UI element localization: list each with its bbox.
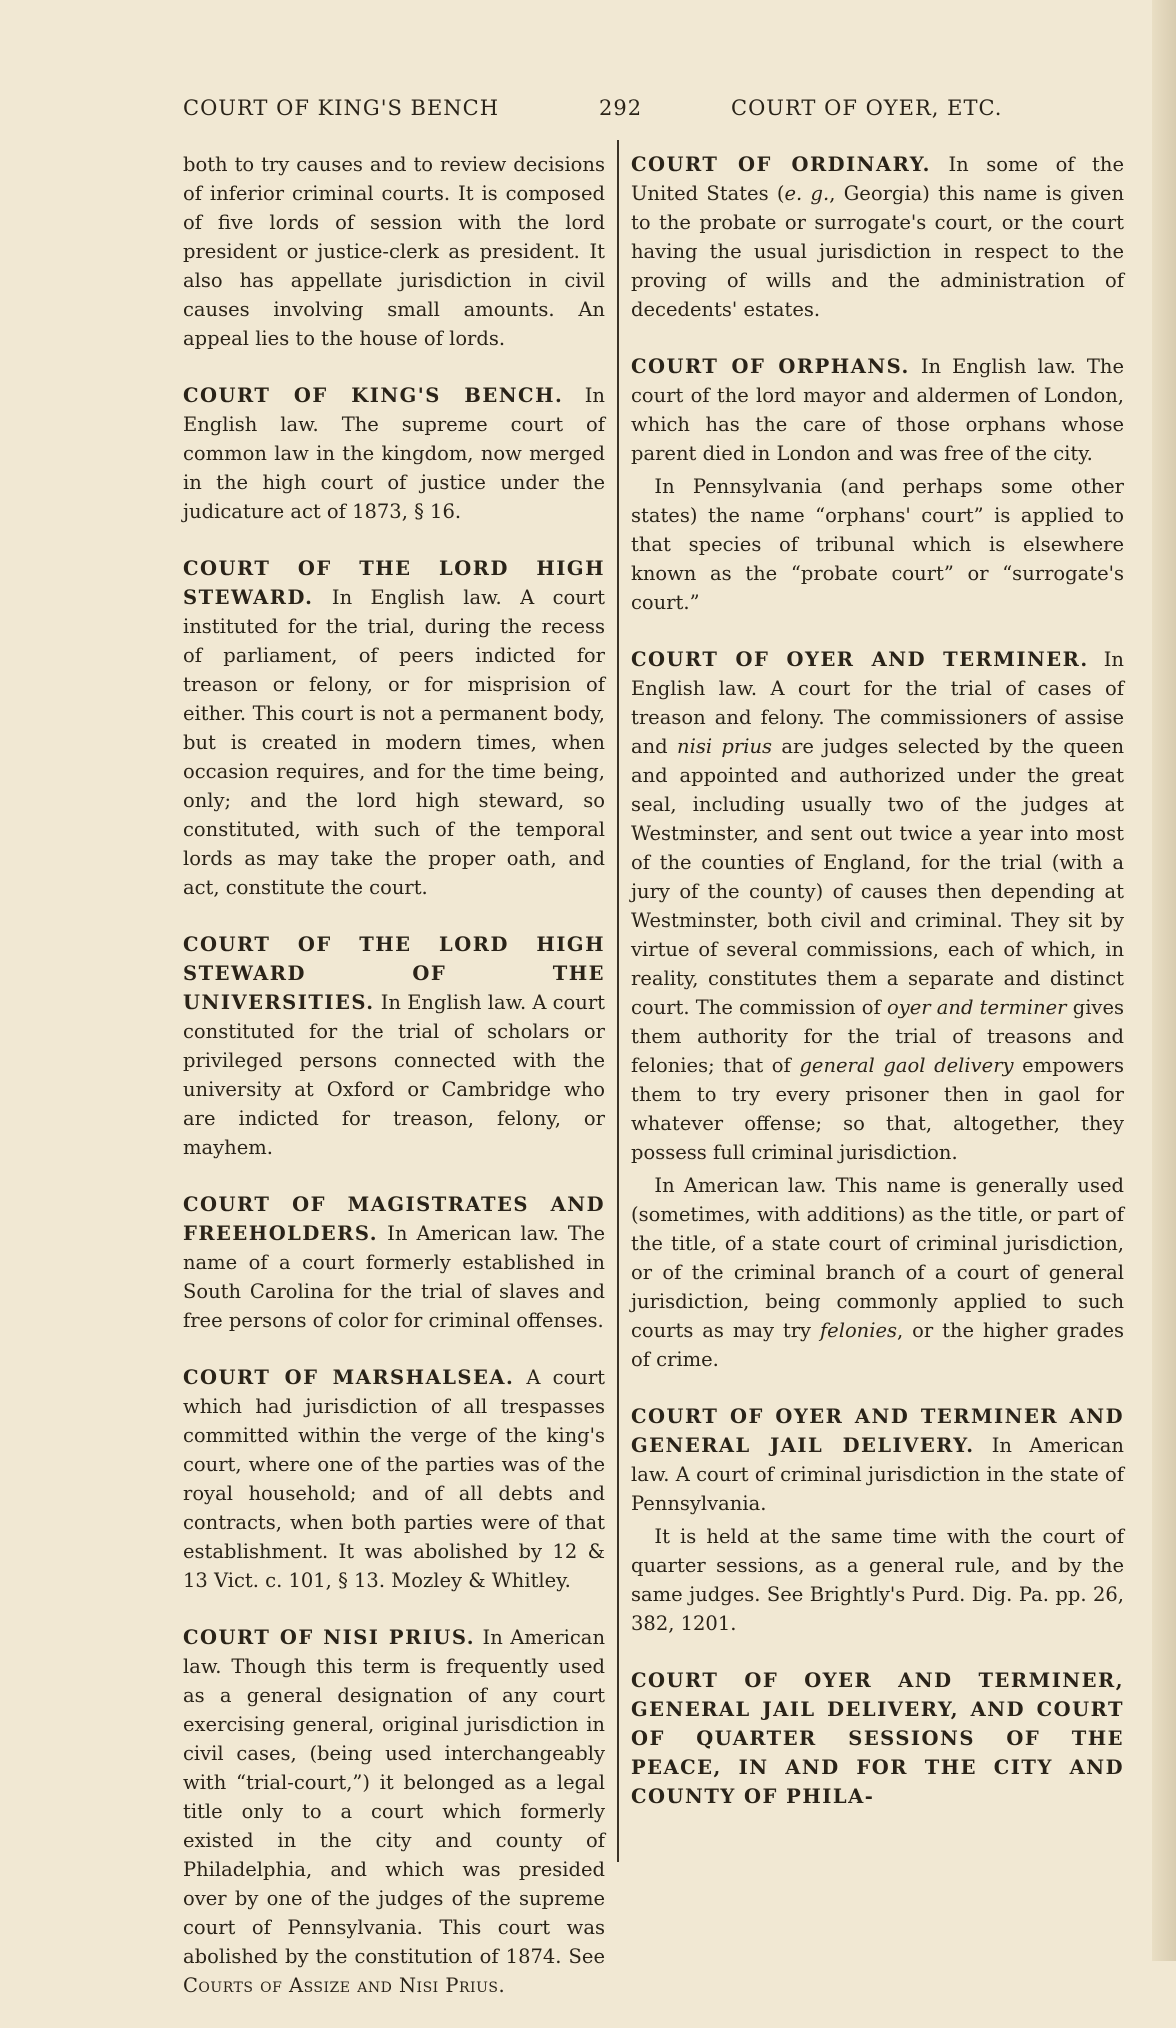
headword: COURT OF NISI PRIUS. [183, 1626, 476, 1649]
entry-paragraph: It is held at the same time with the court of quarter sessions, as a general rule, and by the same judges. See Brightly's Purd. Dig. Pa. pp. 26, 382, 1201. [631, 1525, 1124, 1635]
running-head [0, 96, 1176, 126]
left-column [183, 150, 605, 2028]
entry-body: In American law. This name is generally used (sometimes, with additions) as the title, or part of the title, of a state court of criminal jurisdiction, or of the criminal branch of a court of general jurisdiction, being commonly applied to such courts as may try [631, 1174, 1124, 1342]
entry-oyer-terminer [631, 645, 1124, 1374]
italic-term: felonies [819, 1319, 898, 1342]
entry-body: In English law. A court instituted for the trial, during the recess of parliament, of peers indicted for treason or felony, or for misprision of either. This court is not a permanent body, but is created in modern times, when occasion requires, and for the time being, only; and the lord high steward, so constituted, with such of the temporal lords as may take the proper oath, and act, constitute the court. [183, 586, 605, 899]
entry-body: In English law. The supreme court of common law in the kingdom, now merged in the high court of justice under the judicature act of 1873, § 16. [183, 384, 605, 523]
entry-body: , Georgia) this name is given to the probate or surrogate's court, or the court having the usual jurisdiction in respect to the proving of wills and the administration of decedents' estates. [631, 182, 1124, 321]
headword: COURT OF OYER AND TERMINER AND GENERAL JAIL DELIVERY. [631, 1405, 1124, 1457]
headword: COURT OF THE LORD HIGH STEWARD. [183, 557, 605, 609]
italic-term: e. g. [784, 182, 830, 205]
entry-body: empowers them to try every prisoner then in gaol for whatever offense; so that, altogether, they possess full criminal jurisdiction. [631, 1054, 1124, 1164]
entry-oyer-quarter-sessions [631, 1666, 1124, 1811]
entry-body: In English law. A court for the trial of cases of treason and felony. The commissioners of assise and [631, 648, 1124, 758]
entry-body: In English law. A court constituted for the trial of scholars or privileged persons connected with the university at Oxford or Cambridge who are indicted for treason, felony, or mayhem. [183, 991, 606, 1159]
header-right: COURT OF OYER, ETC. [731, 96, 1003, 120]
entry-body: A court which had jurisdiction of all trespasses committed within the verge of the king's court, where one of the parties was of the royal household; and of all debts and contracts, when both parties were of that establishment. It was abolished by 12 & 13 Vict. c. 101, § 13. Mozley & Whitley. [183, 1366, 605, 1592]
entry-lord-high-steward [183, 554, 605, 902]
continuation-text: both to try causes and to review decisions of inferior criminal courts. It is composed of five lords of session with the lord president or justice-clerk as president. It also has appellate jurisdiction in civil causes involving small amounts. An appeal lies to the house of lords. [183, 153, 605, 350]
entry-body: In English law. The court of the lord mayor and aldermen of London, which has the care of those orphans whose parent died in London and was free of the city. [631, 355, 1124, 465]
entry-paragraph [631, 1171, 1124, 1374]
headword: COURT OF THE LORD HIGH STEWARD OF THE UNIVERSITIES. [183, 933, 605, 1014]
italic-term: nisi prius [677, 735, 773, 758]
entry-paragraph: In Pennsylvania (and perhaps some other states) the name “orphans' court” is applied to that species of tribunal which is elsewhere known as the “probate court” or “surrogate's court.” [631, 475, 1124, 614]
italic-term: general gaol delivery [799, 1054, 1014, 1077]
column-rule [617, 140, 619, 1862]
entry-body: In American law. The name of a court formerly established in South Carolina for the trial of slaves and free persons of color for criminal offenses. [183, 1222, 605, 1332]
entry-lord-high-steward-universities [183, 930, 605, 1162]
entry-body: In some of the United States ( [631, 153, 1124, 205]
header-left: COURT OF KING'S BENCH [183, 96, 500, 120]
italic-term: oyer and terminer [886, 996, 1067, 1019]
entry-body: In American law. Though this term is frequently used as a general designation of any court exercising general, original jurisdiction in civil cases, (being used interchangeably with “trial-court,”) it belonged as a legal title only to a court which formerly existed in the city and county of Philadelphia, and which was presided over by one of the judges of the supreme court of Pennsylvania. This court was abolished by the constitution of 1874. See [183, 1626, 605, 1968]
headword: COURT OF OYER AND TERMINER. [631, 648, 1089, 671]
right-column [631, 150, 1124, 1839]
entry-oyer-jail-delivery [631, 1402, 1124, 1638]
entry-body: , or the higher grades of crime. [631, 1319, 1124, 1371]
entry-kings-bench [183, 381, 605, 526]
headword: COURT OF KING'S BENCH. [183, 384, 564, 407]
entry-nisi-prius [183, 1623, 605, 2000]
page-edge [1152, 0, 1176, 1961]
headword: COURT OF MARSHALSEA. [183, 1366, 515, 1389]
headword: COURT OF ORPHANS. [631, 355, 910, 378]
entry-body: are judges selected by the queen and appointed and authorized under the great seal, including usually two of the judges at Westminster, and sent out twice a year into most of the counties of England, for the trial (with a jury of the county) of causes then depending at Westminster, both civil and criminal. They sit by virtue of several commissions, each of which, in reality, constitutes them a separate and distinct court. The commission of [631, 735, 1124, 1019]
entry-magistrates-freeholders [183, 1190, 605, 1335]
headword: COURT OF MAGISTRATES AND FREEHOLDERS. [183, 1193, 605, 1245]
headword: COURT OF ORDINARY. [631, 153, 931, 176]
entry-marshalsea [183, 1363, 605, 1595]
cross-reference: Courts of Assize and Nisi Prius. [183, 1974, 506, 1997]
entry-ordinary [631, 150, 1124, 324]
entry-body: gives them authority for the trial of treasons and felonies; that of [631, 996, 1124, 1077]
page-number: 292 [599, 96, 643, 120]
entry-orphans [631, 352, 1124, 617]
entry-body: In American law. A court of criminal jurisdiction in the state of Pennsylvania. [631, 1434, 1124, 1515]
headword: COURT OF OYER AND TERMINER, GENERAL JAIL DELIVERY, AND COURT OF QUARTER SESSIONS OF THE PEACE, IN AND FOR THE CITY AND COUNTY OF PHILA- [631, 1669, 1124, 1808]
